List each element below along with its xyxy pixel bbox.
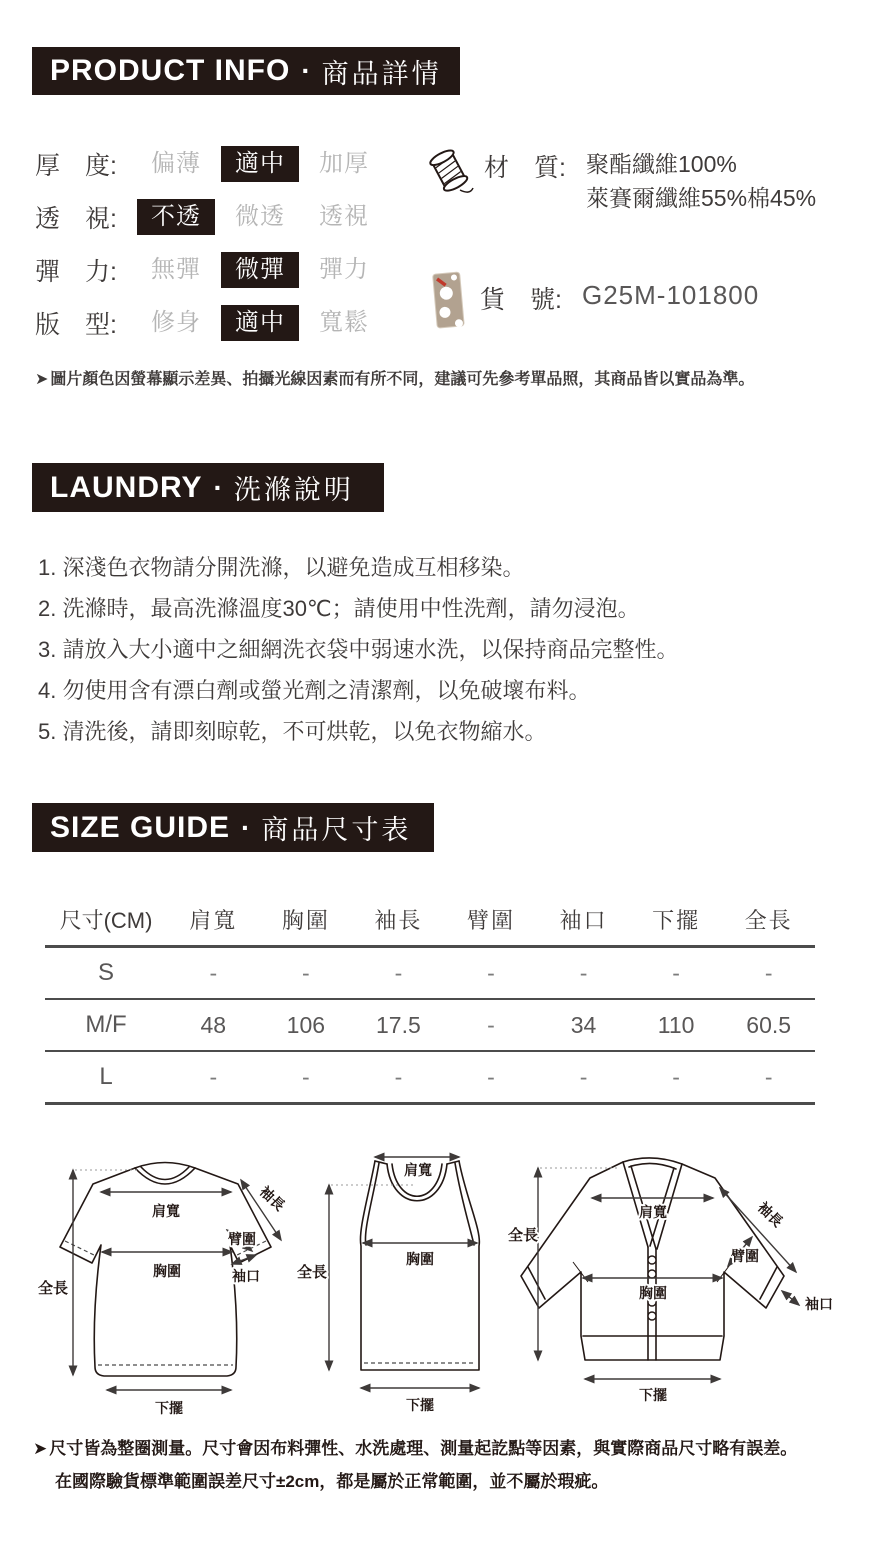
laundry-header [32, 463, 384, 512]
value-cell: - [445, 947, 538, 1000]
diagram-label-total-length: 全長 [297, 1264, 328, 1281]
column-header-sleeve-length: 袖長 [352, 893, 445, 947]
value-cell: 48 [167, 999, 260, 1051]
product-note-text: 圖片顏色因螢幕顯示差異、拍攝光線因素而有所不同，建議可先參考單品照，其商品皆以實品為準。 [50, 371, 755, 388]
title-separator: · [213, 471, 223, 503]
value-cell: 34 [537, 999, 630, 1051]
diagram-label-shoulder: 肩寬 [152, 1203, 180, 1219]
value-cell: - [445, 1051, 538, 1104]
diagram-label-arm: 臂圍 [228, 1231, 256, 1247]
size-cell: L [45, 1051, 167, 1104]
value-cell: - [722, 947, 815, 1000]
size-note-line2 [33, 1465, 797, 1498]
attribute-option: 寬鬆 [319, 309, 369, 336]
value-cell: - [445, 999, 538, 1051]
attribute-option: 無彈 [151, 256, 201, 283]
material-values [586, 147, 816, 215]
diagram-label-chest: 胸圍 [153, 1263, 181, 1279]
column-header-size: 尺寸(CM) [45, 893, 167, 947]
value-cell: 17.5 [352, 999, 445, 1051]
product-info-header [32, 47, 460, 95]
size-guide-title-en: SIZE GUIDE [50, 810, 231, 844]
size-guide-title-zh: 商品尺寸表 [261, 815, 412, 845]
value-cell: - [167, 1051, 260, 1104]
material-label: 材 質: [484, 154, 566, 182]
diagram-label-arm: 臂圍 [731, 1248, 759, 1264]
attribute-option: 微透 [235, 203, 285, 230]
laundry-instruction-list [38, 547, 678, 752]
size-table-header-row [45, 893, 815, 947]
diagram-label-cuff: 袖口 [805, 1296, 833, 1312]
value-cell: - [630, 947, 723, 1000]
attribute-option-selected: 適中 [221, 305, 299, 341]
column-header-hem: 下擺 [630, 893, 723, 947]
value-cell: - [352, 947, 445, 1000]
cardigan-diagram [505, 1150, 855, 1435]
column-header-total-length: 全長 [722, 893, 815, 947]
value-cell: 60.5 [722, 999, 815, 1051]
size-note-line1 [33, 1432, 797, 1465]
diagram-label-shoulder: 肩寬 [404, 1162, 432, 1178]
attribute-option-selected: 適中 [221, 146, 299, 182]
diagram-label-shoulder: 肩寬 [639, 1204, 667, 1220]
laundry-instruction: 3. 請放入大小適中之細網洗衣袋中弱速水洗，以保持商品完整性。 [38, 637, 679, 662]
item-number-row [426, 268, 759, 334]
value-cell: - [260, 947, 353, 1000]
size-row-mf [45, 999, 815, 1051]
clothing-tag-icon [426, 268, 472, 334]
material-line1: 聚酯纖維100% [586, 151, 737, 177]
size-guide-notes [33, 1432, 797, 1498]
item-number-value: G25M-101800 [582, 280, 760, 310]
value-cell: - [722, 1051, 815, 1104]
arrow-bullet-icon: ➤ [33, 1439, 48, 1458]
product-info-title-en: PRODUCT INFO [50, 54, 291, 87]
diagram-label-hem: 下擺 [406, 1397, 434, 1413]
column-header-shoulder: 肩寬 [167, 893, 260, 947]
title-separator: · [241, 811, 251, 843]
size-guide-header [32, 803, 434, 852]
item-number-label: 貨 號: [480, 286, 562, 314]
size-note-text1: 尺寸皆為整圈測量。尺寸會因布料彈性、水洗處理、測量起訖點等因素，與實際商品尺寸略有誤差。 [49, 1439, 798, 1458]
material-line2: 萊賽爾纖維55%棉45% [586, 185, 817, 211]
column-header-cuff: 袖口 [537, 893, 630, 947]
attribute-option: 修身 [151, 309, 201, 336]
title-separator: · [301, 55, 311, 86]
material-row [422, 144, 816, 215]
diagram-label-chest: 胸圍 [406, 1251, 434, 1267]
tshirt-diagram [35, 1152, 300, 1434]
attribute-option: 彈力 [319, 256, 369, 283]
attribute-label: 透 視: [35, 205, 117, 233]
diagram-label-total-length: 全長 [38, 1280, 69, 1297]
value-cell: - [352, 1051, 445, 1104]
size-table [45, 893, 815, 1105]
attribute-label: 版 型: [35, 311, 117, 339]
attribute-option: 透視 [319, 203, 369, 230]
value-cell: - [167, 947, 260, 1000]
attribute-option-selected: 微彈 [221, 252, 299, 288]
size-cell: S [45, 947, 167, 1000]
diagram-label-sleeve-length: 袖長 [754, 1198, 787, 1230]
laundry-instruction: 2. 洗滌時，最高洗滌溫度30℃；請使用中性洗劑，請勿浸泡。 [38, 596, 640, 621]
attribute-option-selected: 不透 [137, 199, 215, 235]
value-cell: - [260, 1051, 353, 1104]
laundry-title-zh: 洗滌說明 [233, 475, 354, 505]
laundry-instruction: 1. 深淺色衣物請分開洗滌，以避免造成互相移染。 [38, 555, 525, 580]
size-row-s [45, 947, 815, 1000]
size-cell: M/F [45, 999, 167, 1051]
size-row-l [45, 1051, 815, 1104]
column-header-arm: 臂圍 [445, 893, 538, 947]
value-cell: - [537, 1051, 630, 1104]
value-cell: - [630, 1051, 723, 1104]
diagram-label-total-length: 全長 [508, 1227, 539, 1244]
laundry-title-en: LAUNDRY [50, 470, 203, 504]
attribute-option: 加厚 [319, 150, 369, 177]
laundry-instruction: 5. 清洗後，請即刻晾乾，不可烘乾，以免衣物縮水。 [38, 719, 547, 744]
product-info-title-zh: 商品詳情 [321, 58, 442, 89]
thread-spool-icon [422, 144, 476, 198]
attribute-row-elasticity [35, 252, 389, 288]
product-note [35, 366, 754, 389]
arrow-bullet-icon: ➤ [35, 371, 49, 388]
diagram-label-hem: 下擺 [155, 1400, 183, 1416]
attribute-row-thickness [35, 146, 389, 182]
value-cell: 106 [260, 999, 353, 1051]
attribute-label: 厚 度: [35, 152, 117, 180]
diagram-label-hem: 下擺 [639, 1387, 667, 1403]
size-note-text2: 在國際驗貨標準範圍誤差尺寸±2cm，都是屬於正常範圍，並不屬於瑕疵。 [55, 1472, 609, 1491]
value-cell: 110 [630, 999, 723, 1051]
diagram-label-sleeve-length: 袖長 [256, 1182, 289, 1214]
attribute-label: 彈 力: [35, 258, 117, 286]
attribute-row-transparency [35, 199, 389, 235]
diagram-label-chest: 胸圍 [639, 1285, 667, 1301]
laundry-instruction: 4. 勿使用含有漂白劑或螢光劑之清潔劑，以免破壞布料。 [38, 678, 591, 703]
attribute-row-fit [35, 305, 389, 341]
column-header-chest: 胸圍 [260, 893, 353, 947]
tank-top-diagram [292, 1153, 507, 1433]
attribute-option: 偏薄 [151, 150, 201, 177]
value-cell: - [537, 947, 630, 1000]
diagram-label-cuff: 袖口 [232, 1268, 260, 1284]
